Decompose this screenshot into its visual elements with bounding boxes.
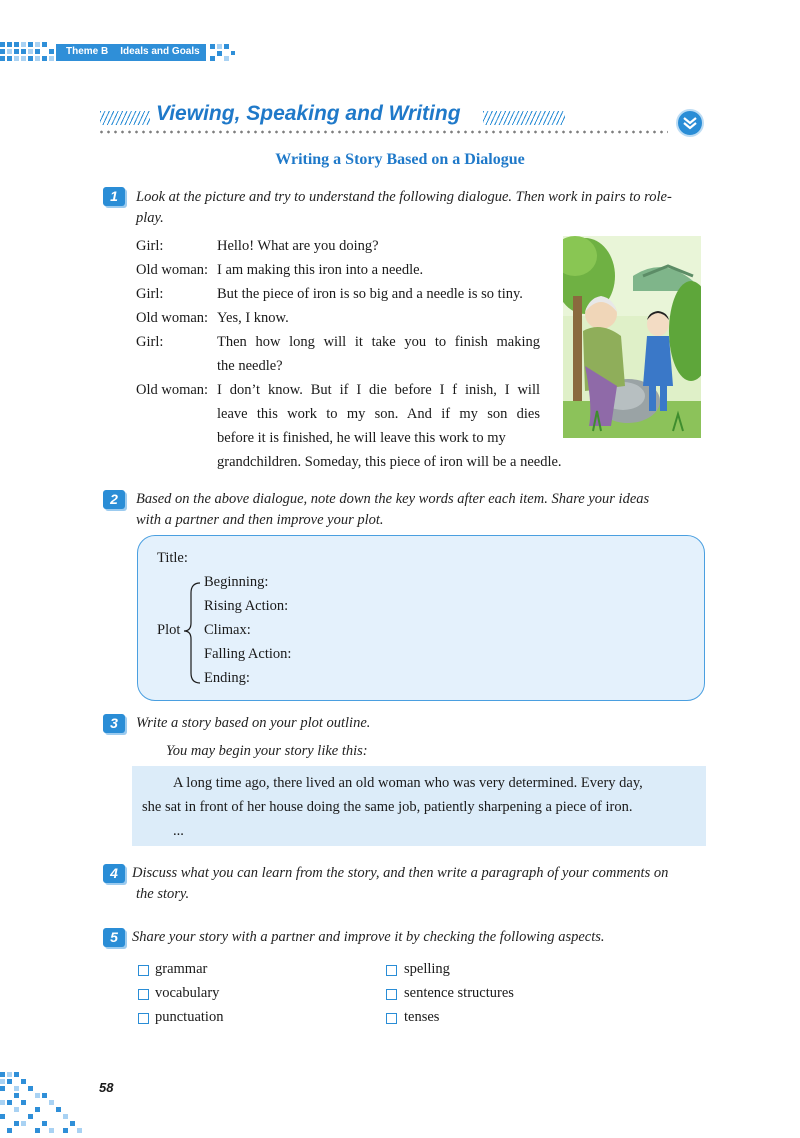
- page-number: 58: [99, 1080, 114, 1095]
- dialogue-line: Hello! What are you doing?: [217, 238, 379, 254]
- checkbox-label-sentence-structures: sentence structures: [404, 985, 514, 1001]
- dialogue-speaker: Old woman:: [136, 310, 209, 326]
- task-number-4: 4: [103, 864, 125, 883]
- dialogue-speaker: Girl:: [136, 238, 164, 254]
- checkbox-grammar[interactable]: [138, 965, 149, 976]
- plot-item-climax: Climax:: [204, 622, 251, 638]
- dialogue-speaker: Old woman:: [136, 382, 209, 398]
- checkbox-tenses[interactable]: [386, 1013, 397, 1024]
- checkbox-punctuation[interactable]: [138, 1013, 149, 1024]
- task1-instruction-line1: Look at the picture and try to understand the following dialogue. Then work in pairs to role-: [136, 189, 672, 205]
- dialogue-line: Then how long will it take you to finish making: [217, 334, 540, 350]
- theme-header: [0, 42, 240, 64]
- dialogue-line: the needle?: [217, 358, 283, 374]
- dialogue-line: before it is finished, he will leave this work to my: [217, 430, 506, 446]
- plot-title-label: Title:: [157, 550, 188, 566]
- checkbox-spelling[interactable]: [386, 965, 397, 976]
- dialogue-line: grandchildren. Someday, this piece of iron will be a needle.: [217, 454, 562, 470]
- task-number-2: 2: [103, 490, 125, 509]
- dialogue-speaker: Girl:: [136, 334, 164, 350]
- section-title: Viewing, Speaking and Writing: [156, 102, 461, 125]
- task-number-5: 5: [103, 928, 125, 947]
- task4-instruction-line1: Discuss what you can learn from the story, and then write a paragraph of your comments on: [132, 865, 669, 881]
- dialogue-speaker: Old woman:: [136, 262, 209, 278]
- heading-hatch-right: [483, 111, 565, 125]
- dialogue-line: I don’t know. But if I die before I f inish, I will: [217, 382, 540, 398]
- sample-line: she sat in front of her house doing the same job, patiently sharpening a piece of iron.: [142, 799, 633, 815]
- plot-item-falling-action: Falling Action:: [204, 646, 292, 662]
- task-number-1: 1: [103, 187, 125, 206]
- checkbox-vocabulary[interactable]: [138, 989, 149, 1000]
- theme-label: Theme B: [66, 46, 109, 57]
- task3-hint: You may begin your story like this:: [166, 743, 368, 759]
- section-subtitle: Writing a Story Based on a Dialogue: [275, 151, 525, 168]
- task2-instruction-line2: with a partner and then improve your plot.: [136, 512, 384, 528]
- double-chevron-down-icon: [676, 109, 704, 137]
- illustration-old-woman-and-girl: [563, 236, 701, 438]
- task-number-3: 3: [103, 714, 125, 733]
- heading-hatch-left: [100, 111, 150, 125]
- plot-label: Plot: [157, 622, 181, 638]
- dialogue-line: I am making this iron into a needle.: [217, 262, 424, 278]
- unit-label: Ideals and Goals: [120, 46, 200, 57]
- dotted-divider: [98, 130, 668, 134]
- task2-instruction-line1: Based on the above dialogue, note down the key words after each item. Share your ideas: [136, 491, 650, 507]
- dialogue-speaker: Girl:: [136, 286, 164, 302]
- task5-instruction: Share your story with a partner and improve it by checking the following aspects.: [132, 929, 605, 945]
- plot-item-rising-action: Rising Action:: [204, 598, 289, 614]
- curly-brace-icon: [183, 581, 203, 685]
- checkbox-label-tenses: tenses: [404, 1009, 440, 1025]
- sample-ellipsis: ...: [173, 823, 184, 839]
- checkbox-sentence-structures[interactable]: [386, 989, 397, 1000]
- checkbox-label-grammar: grammar: [155, 961, 208, 977]
- checkbox-label-spelling: spelling: [404, 961, 450, 977]
- dialogue-line: Yes, I know.: [217, 310, 289, 326]
- sample-line: A long time ago, there lived an old woman who was very determined. Every day,: [173, 775, 643, 791]
- plot-item-ending: Ending:: [204, 670, 250, 686]
- dialogue-line: leave this work to my son. And if my son dies: [217, 406, 540, 422]
- footer-pixel-pattern-icon: [0, 1064, 95, 1138]
- task3-instruction: Write a story based on your plot outline.: [136, 715, 371, 731]
- task4-instruction-line2: the story.: [136, 886, 190, 902]
- task1-instruction-line2: play.: [136, 210, 164, 226]
- header-text: [66, 46, 200, 57]
- dialogue-line: But the piece of iron is so big and a needle is so tiny.: [217, 286, 523, 302]
- plot-item-beginning: Beginning:: [204, 574, 269, 590]
- checkbox-label-vocabulary: vocabulary: [155, 985, 220, 1001]
- checkbox-label-punctuation: punctuation: [155, 1009, 224, 1025]
